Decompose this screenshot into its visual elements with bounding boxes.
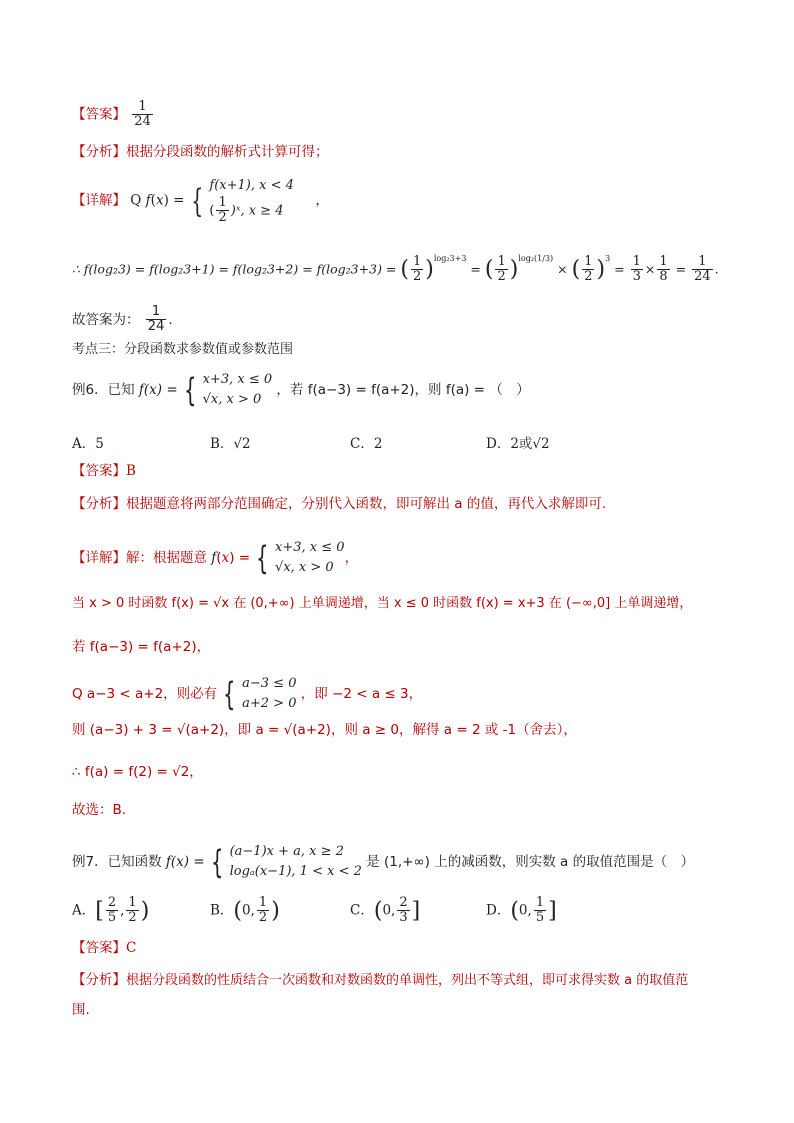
ex6-analysis-line: 【分析】根据题意将两部分范围确定，分别代入函数，即可解出 a 的值，再代入求解即可. xyxy=(72,496,607,512)
derivation-chain: ∴ f(log₂3) = f(log₂3+1) = f(log₂3+2) = f(log₂3+3) = ( $\frac{1}{2}$ )$^{log_23+3}$ = ( $\frac{1}{2}$ )$^{log_2(1/3)}$ × ( $\frac{1}{2}$ )$^3$ = $\frac{1}{3}$ × $\frac{1}{8}$ = $\frac{1}{24}$ . xyxy=(72,254,719,285)
ex7-option-d[interactable]: D．(0, $\frac{1}{5}$ ] xyxy=(486,895,557,926)
final-answer-line: 故答案为： $\frac{1}{24}$ . xyxy=(72,304,173,335)
left-brace: { xyxy=(190,181,204,220)
piecewise-cases: f(x+1), x < 4 ( $\frac{1}{2}$ )ˣ, x ≥ 4 xyxy=(209,178,294,226)
result-fraction: $\frac{1}{24}$ xyxy=(694,254,711,285)
ex6-line4: 则 (a−3) + 3 = √(a+2)，即 a = √(a+2)，则 a ≥ 0，解得 a = 2 或 -1（舍去）， xyxy=(72,722,577,738)
example-6-question: 例6．已知 f(x) = { x+3, x ≤ 0 √x, x > 0 ，若 f(a−3) = f(a+2)，则 f(a) = （ ） xyxy=(72,371,530,410)
ex7-option-a[interactable]: A．[ $\frac{2}{5}$ , $\frac{1}{2}$ ) xyxy=(72,895,150,926)
ex6-option-c[interactable]: C．2 xyxy=(350,436,383,452)
ex6-line1: 当 x > 0 时函数 f(x) = √x 在 (0,+∞) 上单调递增，当 x ≤ 0 时函数 f(x) = x+3 在 (−∞,0] 上单调递增， xyxy=(72,596,693,611)
ex6-option-b[interactable]: B．√2 xyxy=(210,436,251,452)
ex6-answer-line: 【答案】B xyxy=(72,463,136,479)
answer-fraction: $\frac{1}{24}$ xyxy=(134,99,151,130)
section-title: 考点三：分段函数求参数值或参数范围 xyxy=(72,342,294,357)
ex7-option-b[interactable]: B．(0, $\frac{1}{2}$ ) xyxy=(210,895,280,926)
ex7-option-c[interactable]: C．(0, $\frac{2}{3}$ ] xyxy=(350,895,421,926)
answer-label: 【答案】 xyxy=(72,106,126,123)
analysis-line-1: 【分析】根据分段函数的解析式计算可得； xyxy=(72,144,329,160)
detail-line-1: 【详解】 Q f(x) = { f(x+1), x < 4 ( $\frac{1}{2}$ )ˣ, x ≥ 4 ， xyxy=(72,178,329,226)
ex6-line5: ∴ f(a) = f(2) = √2， xyxy=(72,764,203,780)
ex6-line6: 故选：B. xyxy=(72,802,127,818)
ex6-option-d[interactable]: D．2或√2 xyxy=(486,436,550,452)
ex6-line3: Q a−3 < a+2，则必有 { a−3 ≤ 0 a+2 > 0 ，即 −2 < a ≤ 3， xyxy=(72,675,423,714)
ex6-option-a[interactable]: A．5 xyxy=(72,436,104,452)
ex7-answer-line: 【答案】C xyxy=(72,940,137,956)
ex6-line2: 若 f(a−3) = f(a+2)， xyxy=(72,639,211,655)
ex7-analysis-line: 【分析】根据分段函数的性质结合一次函数和对数函数的单调性，列出不等式组，即可求得实数 a 的取值范 xyxy=(72,972,689,988)
example-7-question: 例7．已知函数 f(x) = { (a−1)x + a, x ≥ 2 logₐ(x−1), 1 < x < 2 是 (1,+∞) 上的减函数，则实数 a 的取值范围是（ ） xyxy=(72,843,695,882)
ex6-detail-line: 【详解】解：根据题意 f(x) = { x+3, x ≤ 0 √x, x > 0， xyxy=(72,539,359,578)
ex7-analysis-tail: 围. xyxy=(72,1002,90,1018)
answer-line-1 xyxy=(72,100,155,130)
